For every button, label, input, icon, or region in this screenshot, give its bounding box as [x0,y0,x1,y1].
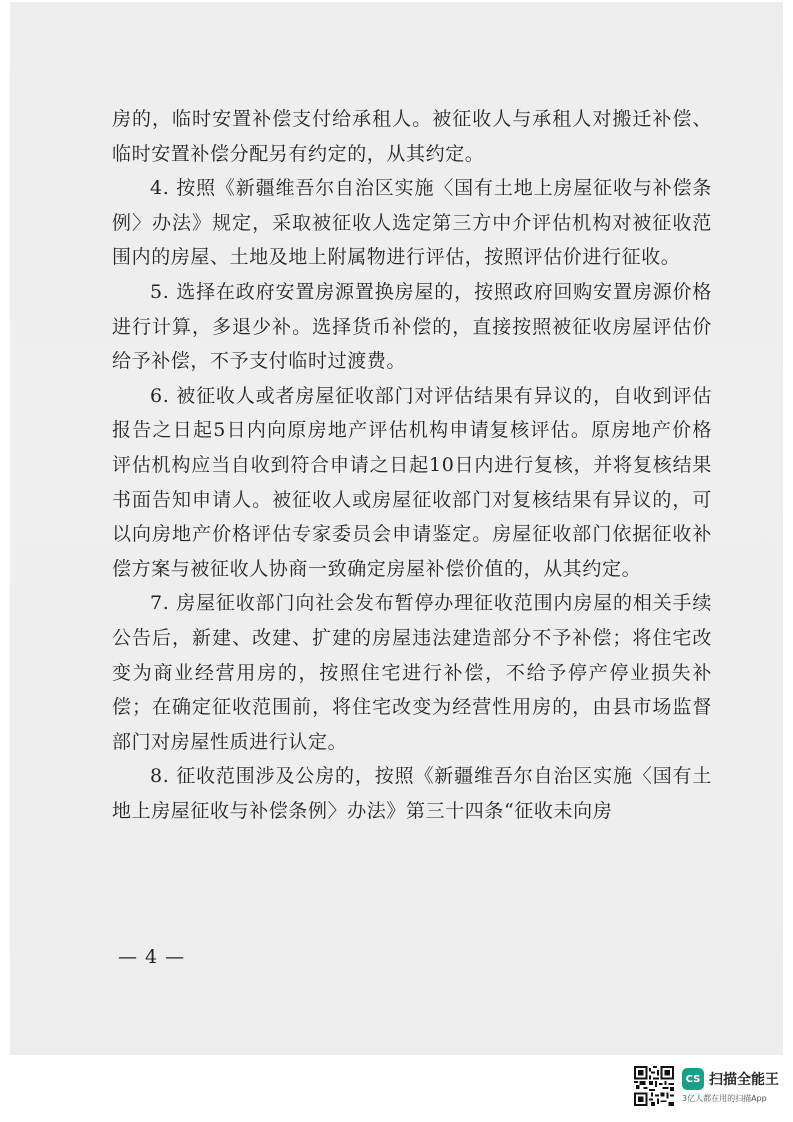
paragraph-item-8: 8. 征收范围涉及公房的，按照《新疆维吾尔自治区实施〈国有土地上房屋征收与补偿条例〉办法》第三十四条“征收未向房 [112,765,712,822]
scanner-watermark [634,1064,779,1108]
scanned-document [10,2,783,1055]
camscanner-logo-icon: CS [682,1068,704,1090]
document-body [112,102,712,828]
page-number: — 4 — [118,946,186,968]
app-branding [682,1068,779,1104]
paragraph-item-4: 4. 按照《新疆维吾尔自治区实施〈国有土地上房屋征收与补偿条例〉办法》规定，采取被征收人选定第三方中介评估机构对被征收范围内的房屋、土地及地上附属物进行评估，按照评估价进行征收。 [112,177,712,269]
qr-code-icon [634,1066,674,1106]
paragraph-item-6: 6. 被征收人或者房屋征收部门对评估结果有异议的，自收到评估报告之日起5日内向原房地产评估机构申请复核评估。原房地产价格评估机构应当自收到符合申请之日起10日内进行复核，并将复核结果书面告知申请人。被征收人或房屋征收部门对复核结果有异议的，可以向房地产价格评估专家委员会申请鉴定。房屋征收部门依据征收补偿方案与被征收人协商一致确定房屋补偿价值的，从其约定。 [112,384,712,580]
app-tagline: 3亿人都在用的扫描App [682,1094,767,1103]
paragraph-item-5: 5. 选择在政府安置房源置换房屋的，按照政府回购安置房源价格进行计算，多退少补。选择货币补偿的，直接按照被征收房屋评估价给予补偿，不予支付临时过渡费。 [112,280,712,373]
app-name: 扫描全能王 [709,1072,779,1088]
brand-row [682,1068,779,1090]
paragraph-item-7: 7. 房屋征收部门向社会发布暂停办理征收范围内房屋的相关手续公告后，新建、改建、扩建的房屋违法建造部分不予补偿；将住宅改变为商业经营用房的，按照住宅进行补偿，不给予停产停业损失补偿；在确定征收范围前，将住宅改变为经营性用房的，由县市场监督部门对房屋性质进行认定。 [112,592,712,753]
paragraph-continuation: 房的，临时安置补偿支付给承租人。被征收人与承租人对搬迁补偿、临时安置补偿分配另有约定的，从其约定。 [112,108,712,165]
